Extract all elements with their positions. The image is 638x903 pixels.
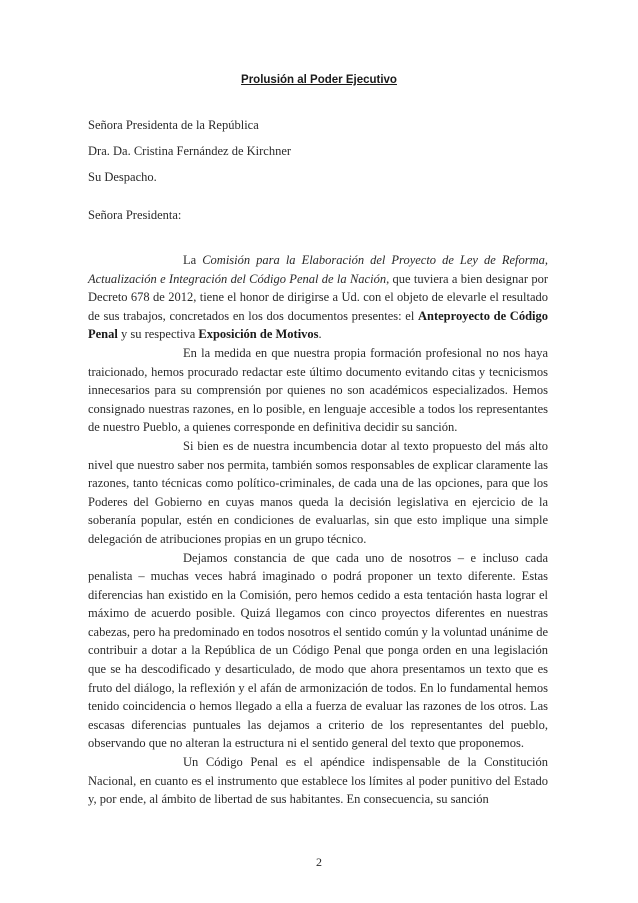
recipient-office: Su Despacho. [88, 170, 157, 184]
commission-name: Comisión para la Elaboración del Proyecto de Ley de Reforma, Actualización e Integración del Código Penal de la Nación [88, 253, 548, 286]
paragraph-3: Si bien es de nuestra incumbencia dotar al texto propuesto del más alto nivel que nuestro saber nos permita, también somos responsables de explicar claramente las razones, tanto técnicas como político-criminales, de cada una de las opciones, para que los Poderes del Gobierno en cuyas manos queda la decisión legislativa en ejercicio de la soberanía popular, estén en condiciones de evaluarlas, sin que esto implique una simple delegación de atribuciones propias en un grupo técnico. [88, 438, 548, 546]
salutation: Señora Presidenta: [88, 208, 182, 222]
draft-code-title: Anteproyecto de Código Penal [88, 308, 548, 342]
document-title: Prolusión al Poder Ejecutivo [241, 74, 397, 86]
recipient-title: Señora Presidenta de la República [88, 118, 259, 132]
paragraph-2: En la medida en que nuestra propia formación profesional no nos haya traicionado, hemos procurado redactar este último documento evitando citas y tecnicismos innecesarios para su comprensión por quienes no son académicos especializados. Hemos consignado nuestras razones, en lo posible, en lenguaje accesible a todos los representantes de nuestro Pueblo, a quienes corresponde en definitiva decidir su sanción. [88, 345, 548, 435]
paragraph-1 [88, 251, 548, 344]
letter-body [88, 251, 548, 809]
paragraph-4: Dejamos constancia de que cada uno de nosotros – e incluso cada penalista – muchas veces habrá imaginado o podrá proponer un texto diferente. Estas diferencias han existido en la Comisión, pero hemos cedido a esta tentación hasta lograr el máximo de acuerdo posible. Quizá llegamos con cinco proyectos diferentes en nuestras cabezas, pero ha predominado en todos nosotros el sentido común y la voluntad unánime de contribuir a dotar a la República de un Código Penal que ponga orden en una legislación que se ha descodificado y desarticulado, de modo que ahora presentamos un texto que es fruto del diálogo, la reflexión y el afán de armonización de todos. En lo fundamental hemos tenido coincidencia o hemos llegado a ella a fuerza de evaluar las razones de los otros. Las escasas diferencias puntuales las dejamos a criterio de los representantes del pueblo, observando que no alteran la estructura ni el sentido general del texto que proponemos. [88, 550, 548, 751]
page-number: 2 [316, 855, 322, 869]
paragraph-1-text-b: , que tuviera a bien designar por Decreto 678 de 2012, tiene el honor de dirigirse a Ud. con el objeto de elevarle el resultado de sus trabajos, concretados en los dos documentos presentes: el [88, 271, 548, 323]
recipient-name: Dra. Da. Cristina Fernández de Kirchner [88, 144, 292, 158]
paragraph-1-text-c: y su respectiva [117, 327, 199, 342]
paragraph-1-text-a: La [183, 253, 203, 267]
paragraph-1-text-d: . [318, 327, 322, 342]
paragraph-5: Un Código Penal es el apéndice indispensable de la Constitución Nacional, en cuanto es el instrumento que establece los límites al poder punitivo del Estado y, por ende, al ámbito de libertad de sus habitantes. En consecuencia, su sanción [88, 755, 548, 807]
motives-title: Exposición de Motivos [198, 327, 319, 342]
